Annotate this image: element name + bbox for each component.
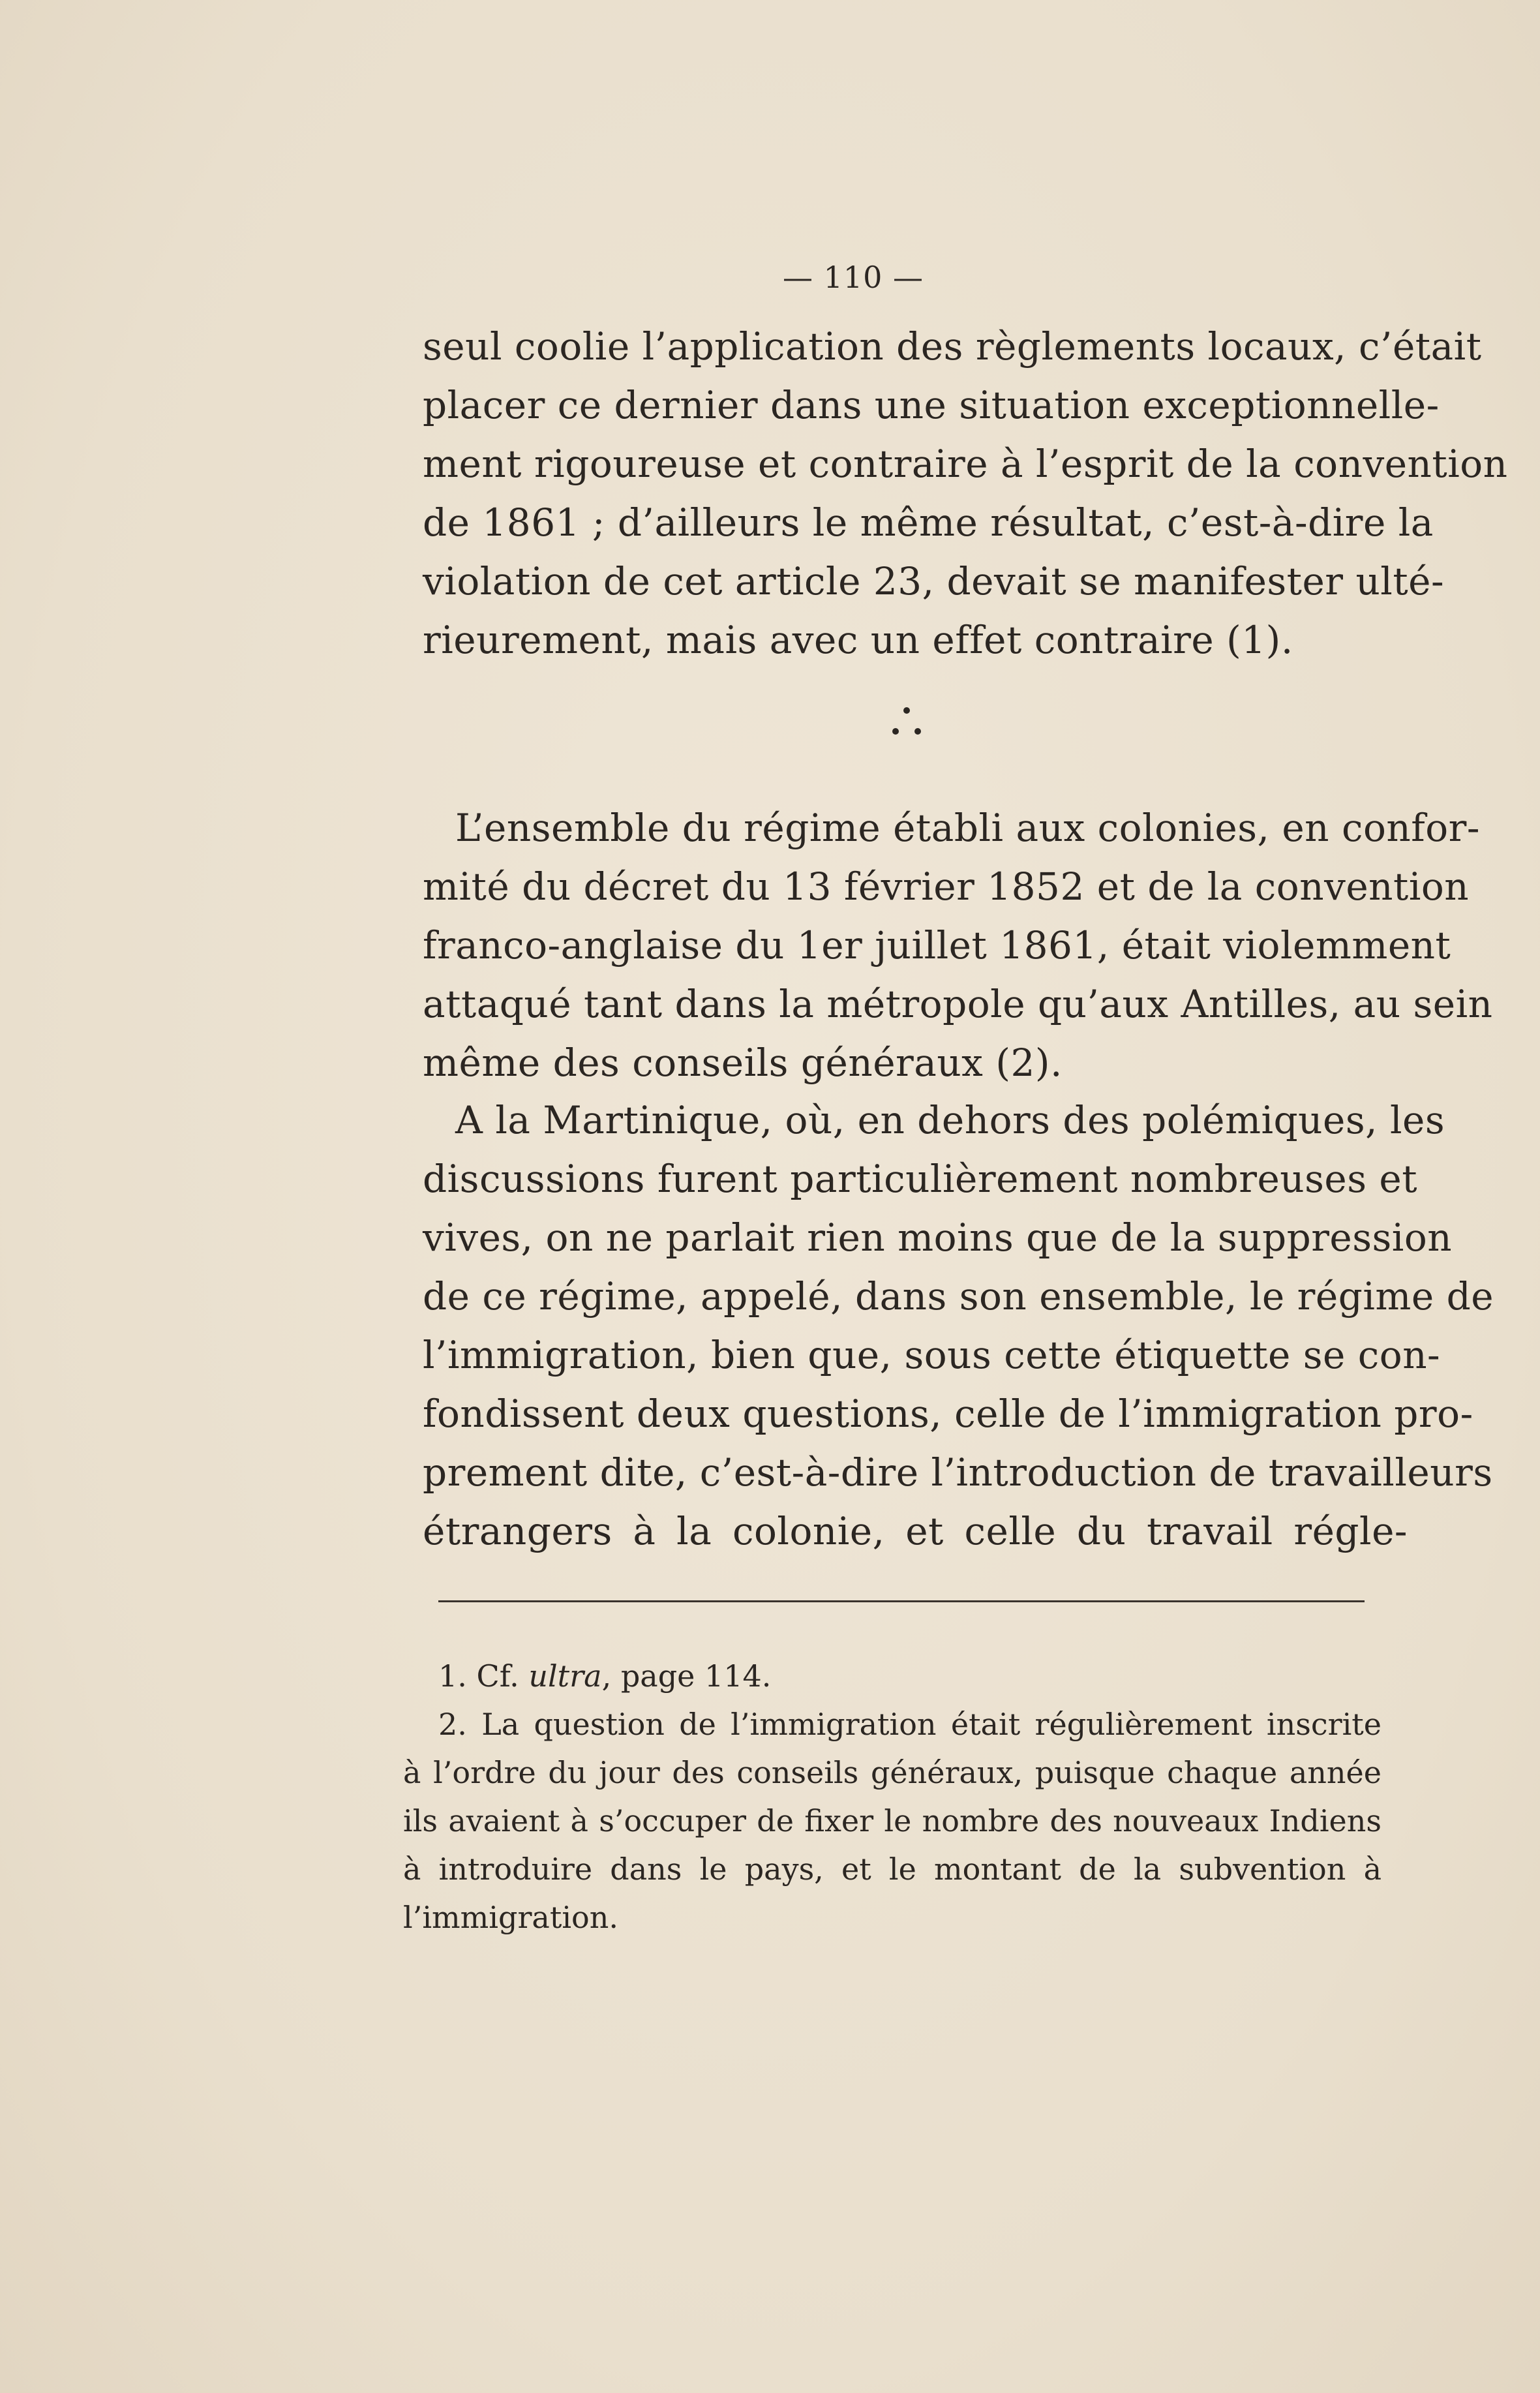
text-line: fondissent deux questions, celle de l’immigration pro- — [423, 1392, 1473, 1436]
footnote-1-italic: ultra — [528, 1658, 602, 1694]
text-line: attaqué tant dans la métropole qu’aux Antilles, au sein — [423, 982, 1493, 1026]
text-line: vives, on ne parlait rien moins que de la suppression — [423, 1215, 1453, 1260]
text-line: ment rigoureuse et contraire à l’esprit de la convention — [423, 442, 1508, 486]
asterism-dot — [914, 728, 921, 735]
paragraph-3 — [423, 1091, 1494, 1561]
footnote-2-line: ils avaient à s’occuper de fixer le nombre des nouveaux Indiens — [403, 1803, 1381, 1838]
text-line: seul coolie l’application des règlements locaux, c’était — [423, 324, 1482, 369]
text-line: de ce régime, appelé, dans son ensemble, le régime de — [423, 1274, 1494, 1318]
asterism-separator — [887, 705, 926, 757]
page-number: — 110 — — [783, 260, 924, 295]
paragraph-1 — [423, 317, 1508, 669]
asterism-dot — [903, 707, 910, 714]
text-line: franco-anglaise du 1er juillet 1861, était violemment — [423, 923, 1451, 968]
text-line: l’immigration, bien que, sous cette étiquette se con- — [423, 1333, 1441, 1377]
text-line: violation de cet article 23, devait se manifester ulté- — [423, 559, 1445, 603]
paragraph-2 — [423, 799, 1493, 1092]
footnote-2-line: à l’ordre du jour des conseils généraux, puisque chaque année — [403, 1755, 1381, 1790]
text-line: étrangers à la colonie, et celle du travail régle- — [423, 1509, 1408, 1553]
footnote-2-line: à introduire dans le pays, et le montant de la subvention à — [403, 1852, 1381, 1887]
footnote-2-line: l’immigration. — [403, 1900, 618, 1935]
footnote-1-prefix: 1. Cf. — [438, 1658, 529, 1694]
footnote-2-line: 2. La question de l’immigration était régulièrement inscrite — [438, 1707, 1381, 1742]
asterism-dot — [892, 728, 899, 735]
text-line: de 1861 ; d’ailleurs le même résultat, c’est-à-dire la — [423, 500, 1434, 545]
text-line: rieurement, mais avec un effet contraire (1). — [423, 618, 1293, 662]
text-line: prement dite, c’est-à-dire l’introduction de travailleurs — [423, 1450, 1493, 1495]
text-line: mité du décret du 13 février 1852 et de la convention — [423, 864, 1470, 909]
footnote-1-suffix: , page 114. — [601, 1658, 772, 1694]
footnotes — [403, 1652, 1381, 1942]
footnote-1 — [403, 1652, 1381, 1700]
text-line: même des conseils généraux (2). — [423, 1041, 1063, 1085]
text-line: placer ce dernier dans une situation exceptionnelle- — [423, 383, 1440, 427]
text-line: L’ensemble du régime établi aux colonies, en confor- — [455, 806, 1480, 850]
text-line: discussions furent particulièrement nombreuses et — [423, 1157, 1418, 1201]
footnote-divider — [438, 1600, 1365, 1602]
text-line: A la Martinique, où, en dehors des polémiques, les — [455, 1098, 1445, 1142]
